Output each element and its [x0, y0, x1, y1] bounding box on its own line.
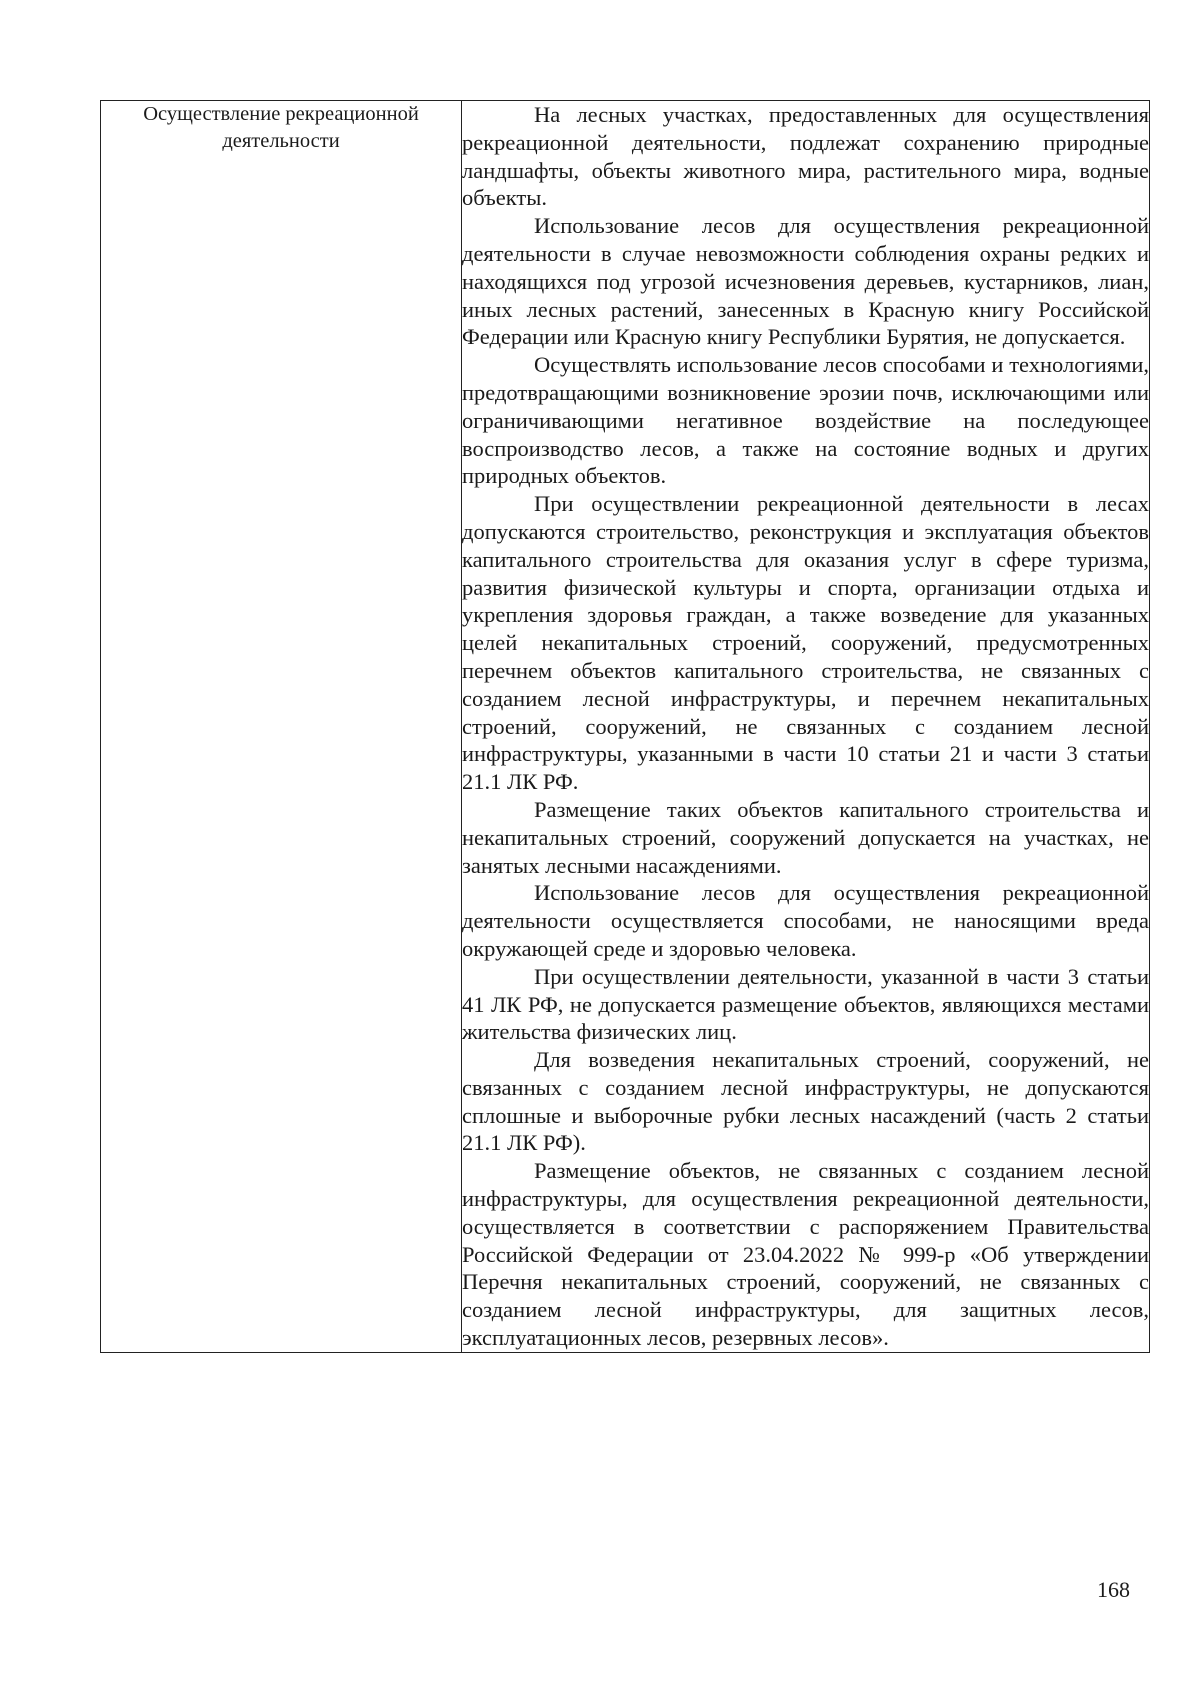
requirement-paragraph: Осуществлять использование лесов способами и технологиями, предотвращающими возникновение эрозии почв, исключающими или ограничивающими негативное воздействие на последующее воспроизводство лесов, а также на состояние водных и других природных объектов. [462, 352, 1149, 489]
regulation-table [100, 100, 1150, 1353]
requirement-paragraph: Использование лесов для осуществления рекреационной деятельности осуществляется способами, не наносящими вреда окружающей среде и здоровью человека. [462, 880, 1149, 961]
table-row [101, 101, 1150, 1353]
requirement-paragraph: Для возведения некапитальных строений, сооружений, не связанных с созданием лесной инфраструктуры, не допускаются сплошные и выборочные рубки лесных насаждений (часть 2 статьи 21.1 ЛК РФ). [462, 1047, 1149, 1156]
activity-type-cell: Осуществление рекреационной деятельности [101, 101, 462, 1353]
requirement-paragraph: На лесных участках, предоставленных для осуществления рекреационной деятельности, подлежат сохранению природные ландшафты, объекты животного мира, растительного мира, водные объекты. [462, 102, 1149, 211]
requirement-paragraph: Размещение объектов, не связанных с созданием лесной инфраструктуры, для осуществления рекреационной деятельности, осуществляется в соответствии с распоряжением Правительства Российской Федерации от 23.04.2022 № 999-р «Об утверждении Перечня некапитальных строений, сооружений, не связанных с созданием лесной инфраструктуры, для защитных лесов, эксплуатационных лесов, резервных лесов». [462, 1158, 1149, 1351]
requirements-cell [462, 101, 1150, 1353]
page-number: 168 [1097, 1577, 1130, 1602]
requirement-paragraph: При осуществлении рекреационной деятельности в лесах допускаются строительство, реконструкция и эксплуатация объектов капитального строительства для оказания услуг в сфере туризма, развития физической культуры и спорта, организации отдыха и укрепления здоровья граждан, а также возведение для указанных целей некапитальных строений, сооружений, предусмотренных перечнем объектов капитального строительства, не связанных с созданием лесной инфраструктуры, и перечнем некапитальных строений, сооружений, не связанных с созданием лесной инфраструктуры, указанными в части 10 статьи 21 и части 3 статьи 21.1 ЛК РФ. [462, 491, 1149, 795]
requirement-paragraph: Использование лесов для осуществления рекреационной деятельности в случае невозможности соблюдения охраны редких и находящихся под угрозой исчезновения деревьев, кустарников, лиан, иных лесных растений, занесенных в Красную книгу Российской Федерации или Красную книгу Республики Бурятия, не допускается. [462, 213, 1149, 350]
requirement-paragraph: При осуществлении деятельности, указанной в части 3 статьи 41 ЛК РФ, не допускается размещение объектов, являющихся местами жительства физических лиц. [462, 963, 1149, 1045]
requirement-paragraph: Размещение таких объектов капитального строительства и некапитальных строений, сооружений допускается на участках, не занятых лесными насаждениями. [462, 796, 1149, 878]
